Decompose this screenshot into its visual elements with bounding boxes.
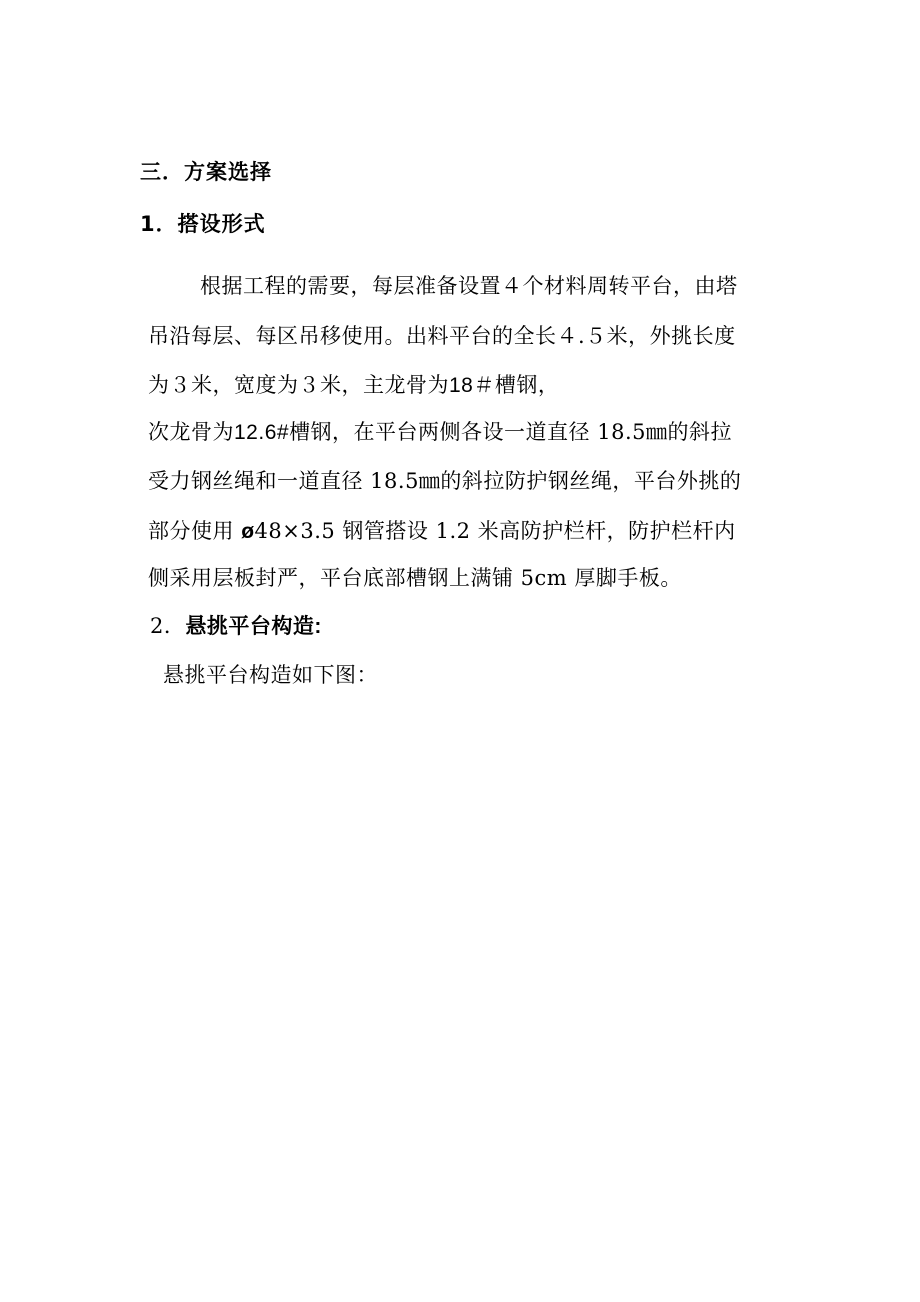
subsection-2-heading	[150, 612, 322, 641]
paragraph-line-4	[148, 418, 732, 447]
paragraph-line-6	[148, 517, 736, 546]
line-4-prefix: 次龙骨为	[148, 420, 234, 444]
paragraph-line-5: 受力钢丝绳和一道直径 18.5㎜的斜拉防护钢丝绳，平台外挑的	[148, 469, 742, 493]
line-6-prefix: 部分使用	[148, 519, 242, 543]
line-4-suffix: 槽钢，在平台两侧各设一道直径 18.5㎜的斜拉	[289, 420, 732, 444]
line-3-suffix: 槽钢，	[494, 373, 560, 397]
line-4-channel: 12.6#	[234, 421, 290, 444]
subsection-2-number: 2．	[150, 614, 186, 638]
line-6-suffix: 48×3.5 钢管搭设 1.2 米高防护栏杆，防护栏杆内	[254, 519, 736, 543]
subsection-2-text: 悬挑平台构造如下图：	[163, 663, 378, 687]
paragraph-line-2: 吊沿每层、每区吊移使用。出料平台的全长４.５米，外挑长度	[148, 324, 736, 348]
subsection-1-heading: 1．搭设形式	[140, 212, 266, 236]
paragraph-line-3	[148, 371, 559, 400]
paragraph-line-1: 根据工程的需要，每层准备设置４个材料周转平台，由塔	[200, 274, 738, 298]
line-3-channel: 18＃	[449, 374, 495, 397]
paragraph-line-7: 侧采用层板封严，平台底部槽钢上满铺 5cm 厚脚手板。	[148, 566, 682, 590]
section-heading: 三．方案选择	[140, 160, 272, 184]
subsection-2-title: 悬挑平台构造:	[185, 615, 322, 638]
diameter-symbol: ø	[241, 520, 255, 543]
line-3-prefix: 为３米，宽度为３米，主龙骨为	[148, 373, 449, 397]
